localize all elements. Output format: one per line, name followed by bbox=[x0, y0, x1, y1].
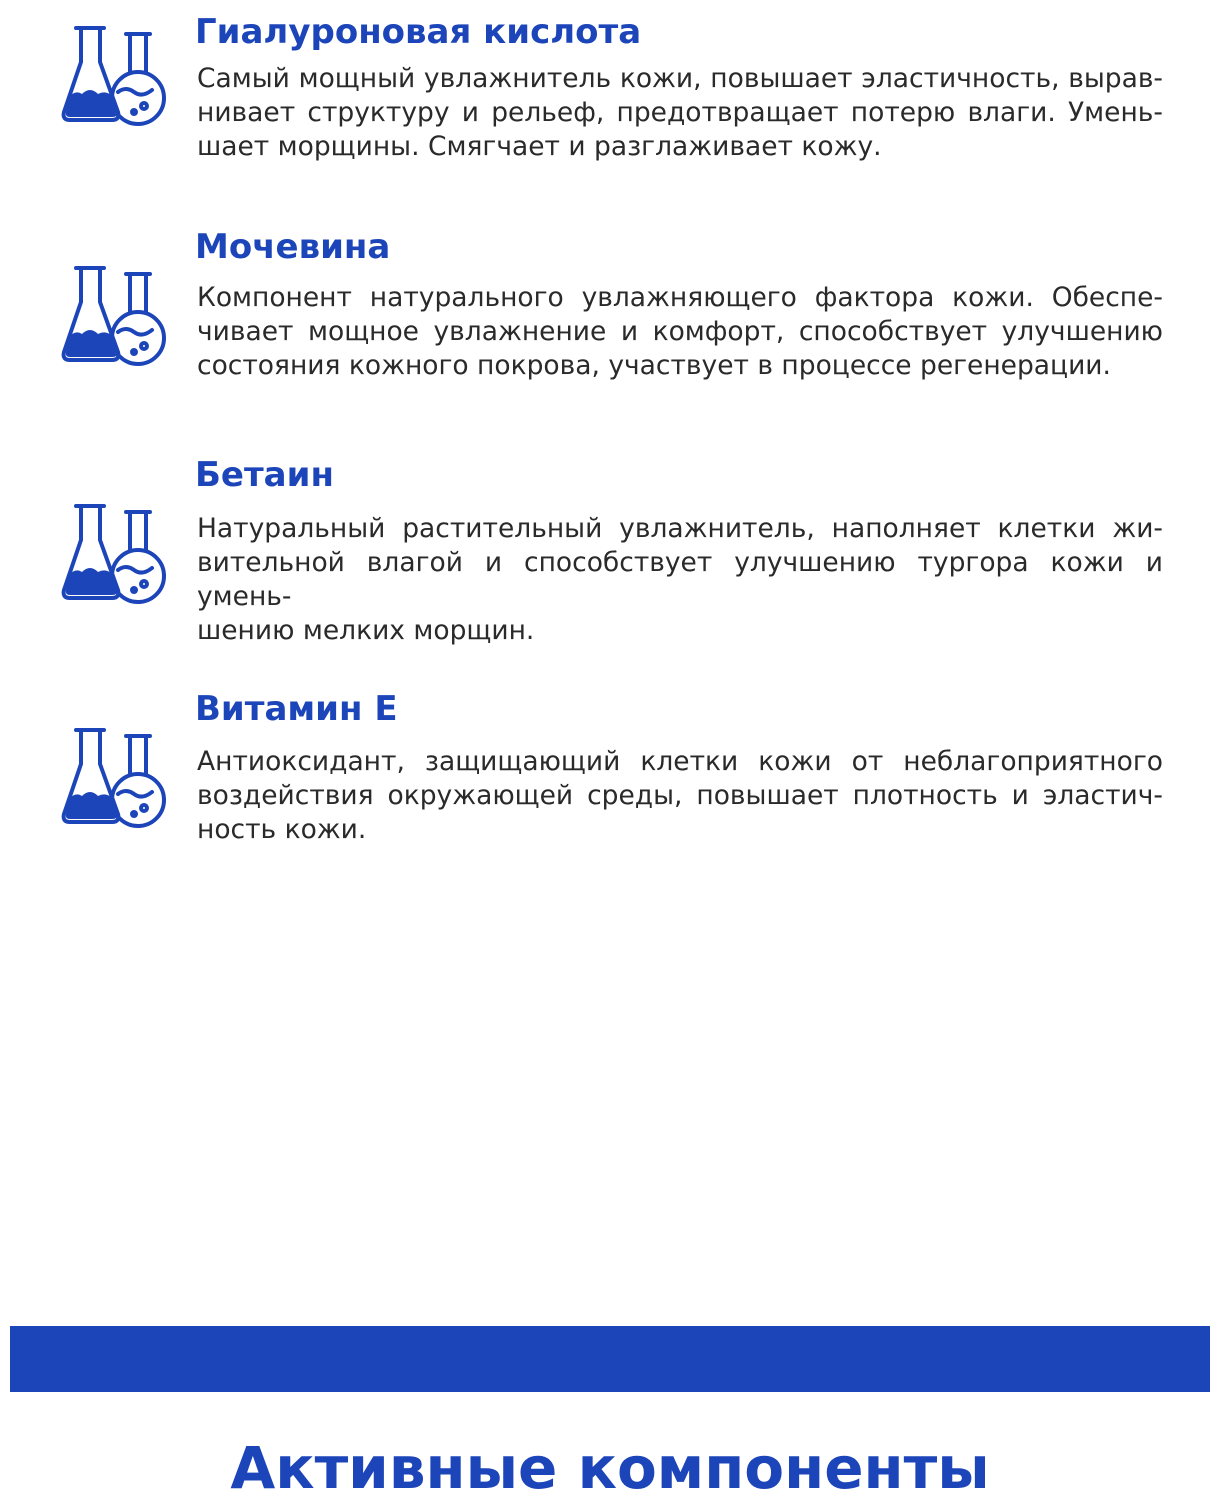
lab-flasks-icon-graphic bbox=[60, 260, 170, 370]
ingredient-title: Мочевина bbox=[195, 227, 391, 267]
description-line: шает морщины. Смягчает и разглаживает кожу. bbox=[197, 131, 882, 162]
description-line: Самый мощный увлажнитель кожи, повышает эластичность, вырав- bbox=[197, 63, 1163, 94]
ingredient-description bbox=[197, 281, 1163, 383]
accent-band bbox=[10, 1326, 1210, 1392]
lab-flasks-icon-graphic bbox=[60, 498, 170, 608]
lab-flasks-icon bbox=[60, 498, 170, 608]
lab-flasks-icon bbox=[60, 260, 170, 370]
ingredient-title: Гиалуроновая кислота bbox=[195, 12, 642, 52]
ingredient-description bbox=[197, 745, 1163, 847]
ingredient-description bbox=[197, 62, 1163, 164]
description-line: Антиоксидант, защищающий клетки кожи от неблагоприятного bbox=[197, 746, 1163, 777]
description-line: воздействия окружающей среды, повышает плотность и эластич- bbox=[197, 780, 1163, 811]
description-line: нивает структуру и рельеф, предотвращает потерю влаги. Умень- bbox=[197, 97, 1163, 128]
ingredient-title: Витамин Е bbox=[195, 689, 398, 729]
lab-flasks-icon bbox=[60, 722, 170, 832]
description-line: ность кожи. bbox=[197, 814, 367, 845]
lab-flasks-icon-graphic bbox=[60, 722, 170, 832]
description-line: состояния кожного покрова, участвует в процессе регенерации. bbox=[197, 350, 1111, 381]
ingredient-description bbox=[197, 512, 1163, 648]
description-line: Компонент натурального увлажняющего фактора кожи. Обеспе- bbox=[197, 282, 1163, 313]
section-title: Активные компоненты bbox=[230, 1434, 990, 1502]
description-line: шению мелких морщин. bbox=[197, 615, 535, 646]
description-line: вительной влагой и способствует улучшению тургора кожи и умень- bbox=[197, 547, 1163, 612]
ingredient-title: Бетаин bbox=[195, 455, 334, 495]
lab-flasks-icon bbox=[60, 20, 170, 130]
lab-flasks-icon-graphic bbox=[60, 20, 170, 130]
description-line: Натуральный растительный увлажнитель, наполняет клетки жи- bbox=[197, 513, 1163, 544]
description-line: чивает мощное увлажнение и комфорт, способствует улучшению bbox=[197, 316, 1163, 347]
